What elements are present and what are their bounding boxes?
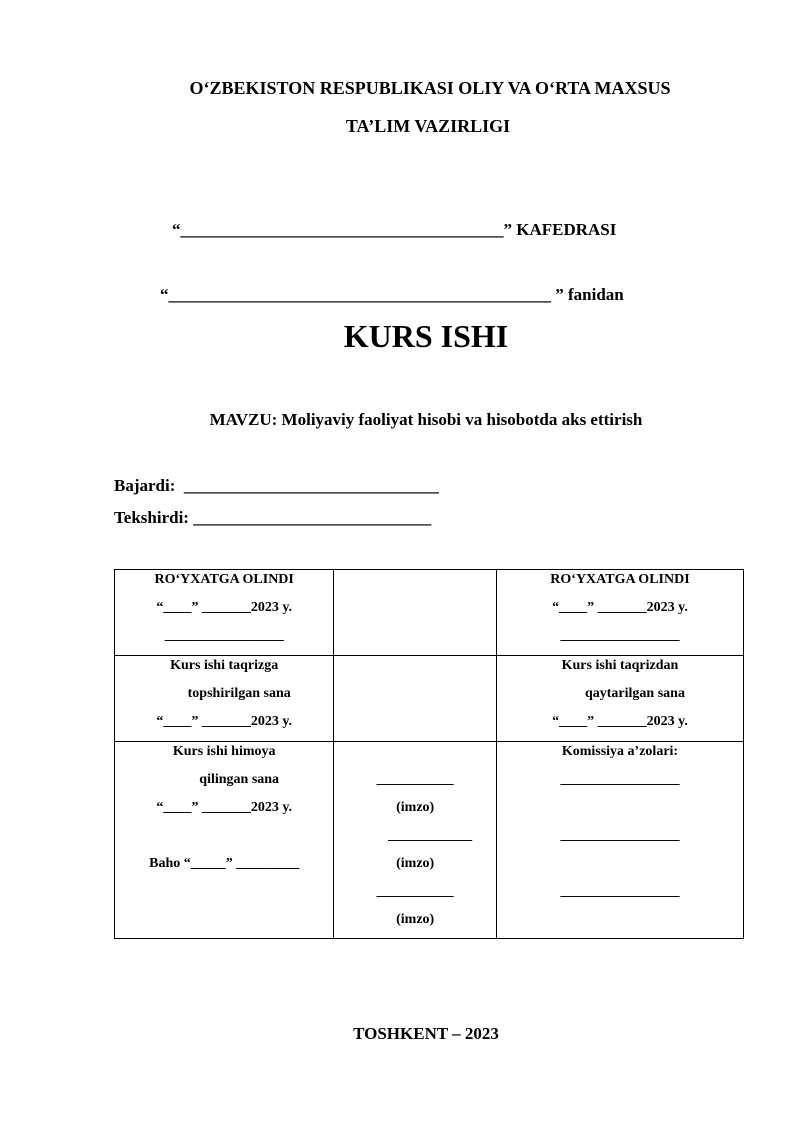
registered-cell-left — [115, 570, 334, 656]
topic-line: MAVZU: Moliyaviy faoliyat hisobi va hisobotda aks ettirish — [209, 410, 643, 429]
empty-cell — [334, 570, 497, 656]
fanidan-line: “_____________________________________________ ” fanidan — [160, 285, 624, 304]
cell-text: “____” _______2023 y. — [552, 714, 688, 729]
table-row — [115, 570, 744, 656]
cell-text: “____” _______2023 y. — [156, 800, 293, 815]
checked-by-line: Tekshirdi: ____________________________ — [114, 508, 432, 527]
cell-text: _________________ — [164, 628, 284, 643]
performed-by-line: Bajardi: ______________________________ — [114, 476, 439, 495]
cell-text: topshirilgan sana — [187, 686, 291, 701]
cell-text: “____” _______2023 y. — [552, 600, 688, 615]
empty-cell — [334, 656, 497, 742]
review-returned-cell — [496, 656, 743, 742]
signature-line: ___________ — [376, 772, 454, 787]
commission-cell — [496, 742, 743, 939]
registered-cell-right — [496, 570, 743, 656]
cell-text: qaytarilgan sana — [584, 686, 685, 701]
grade-line: Baho “_____” _________ — [149, 856, 300, 871]
cell-text: Kurs ishi taqrizdan — [561, 658, 679, 673]
commission-line: _________________ — [560, 884, 680, 899]
cell-text — [115, 826, 333, 854]
defense-cell — [115, 742, 334, 939]
table-row — [115, 656, 744, 742]
kafedra-line: “______________________________________” KAFEDRASI — [172, 220, 617, 239]
cell-text: Komissiya a’zolari: — [561, 744, 679, 759]
signature-line: ___________ — [376, 884, 454, 899]
ministry-title-line1: O‘ZBEKISTON RESPUBLIKASI OLIY VA O‘RTA MAXSUS — [189, 78, 671, 98]
cell-text: “____” _______2023 y. — [156, 600, 293, 615]
cell-text: RO‘YXATGA OLINDI — [550, 572, 690, 587]
footer-city-year: TOSHKENT – 2023 — [353, 1024, 499, 1043]
registration-table — [114, 569, 744, 939]
review-submitted-cell — [115, 656, 334, 742]
cell-text: qilingan sana — [199, 772, 280, 787]
cell-text — [497, 854, 743, 882]
ministry-title-line2: TA’LIM VAZIRLIGI — [345, 116, 511, 136]
cell-text: RO‘YXATGA OLINDI — [154, 572, 294, 587]
commission-line: _________________ — [560, 772, 680, 787]
cell-text: Kurs ishi himoya — [172, 744, 276, 759]
document-title: KURS ISHI — [343, 318, 509, 354]
cell-text — [334, 742, 496, 770]
signature-line: ____________ — [388, 828, 473, 843]
cell-text: _________________ — [560, 628, 680, 643]
signature-label: (imzo) — [396, 856, 435, 871]
cell-text: Kurs ishi taqrizga — [170, 658, 279, 673]
signature-cell — [334, 742, 497, 939]
signature-label: (imzo) — [396, 912, 435, 927]
cell-text: “____” _______2023 y. — [156, 714, 293, 729]
table-row — [115, 742, 744, 939]
commission-line: _________________ — [560, 828, 680, 843]
signature-label: (imzo) — [396, 800, 435, 815]
cell-text — [497, 798, 743, 826]
